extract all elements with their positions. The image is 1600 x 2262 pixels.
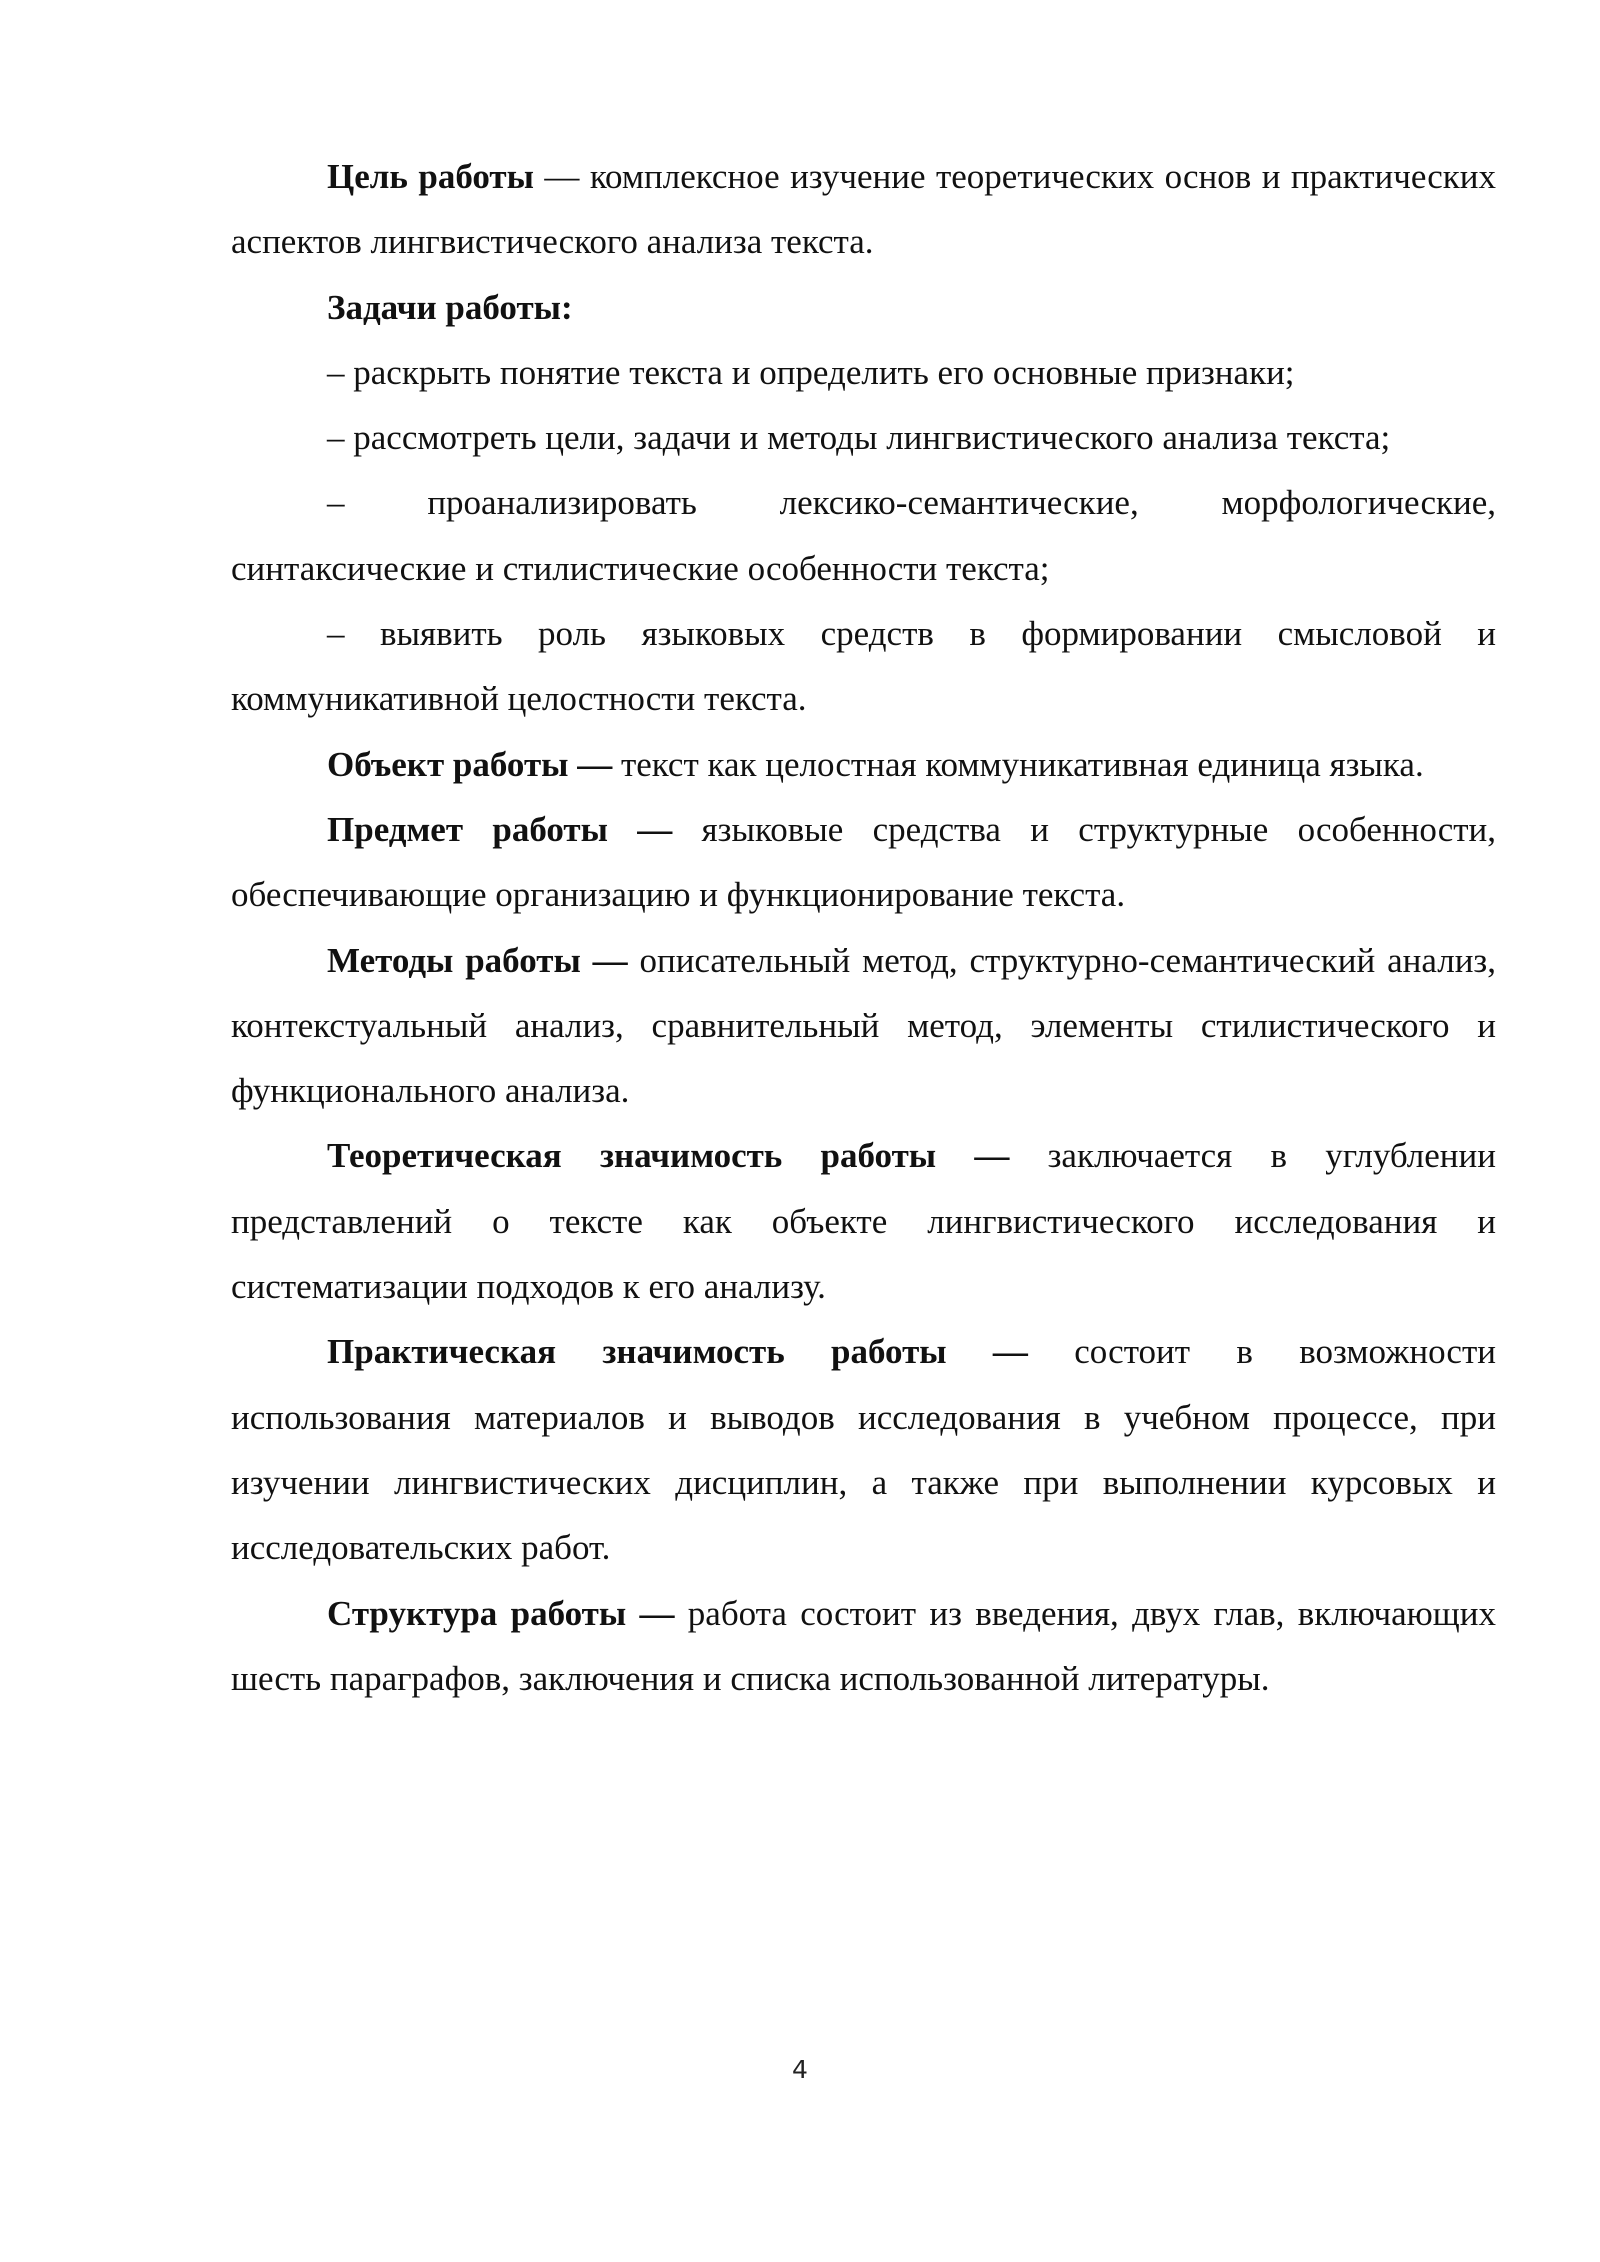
task-item-4 <box>231 601 1496 732</box>
theoretical-significance-text: заключается в углублении представлений о тексте как объекте лингвистического исследования и систематизации подходов к его анализу. <box>231 1136 1496 1307</box>
task-item-2 <box>231 405 1496 470</box>
theoretical-significance-paragraph <box>231 1123 1496 1319</box>
task-item-1 <box>231 340 1496 405</box>
subject-paragraph <box>231 797 1496 928</box>
practical-significance-paragraph <box>231 1319 1496 1580</box>
methods-heading: Методы работы — <box>327 940 628 980</box>
goal-text: — комплексное изучение теоретических основ и практических аспектов лингвистического анализа текста. <box>231 157 1496 262</box>
task-item-3-text: – проанализировать лексико-семантические, морфологические, синтаксические и стилистические особенности текста; <box>231 483 1496 588</box>
structure-heading: Структура работы — <box>327 1593 675 1633</box>
task-item-2-text: – рассмотреть цели, задачи и методы лингвистического анализа текста; <box>327 418 1391 458</box>
structure-paragraph <box>231 1581 1496 1712</box>
methods-paragraph <box>231 928 1496 1124</box>
tasks-heading: Задачи работы: <box>327 287 573 327</box>
task-item-4-text: – выявить роль языковых средств в формировании смысловой и коммуникативной целостности текста. <box>231 614 1496 719</box>
object-heading: Объект работы — <box>327 744 613 784</box>
theoretical-significance-heading: Теоретическая значимость работы — <box>327 1136 1010 1176</box>
document-body <box>231 144 1496 1711</box>
subject-text: языковые средства и структурные особенности, обеспечивающие организацию и функционирование текста. <box>231 809 1496 915</box>
page-number: 4 <box>792 2055 808 2084</box>
methods-text: описательный метод, структурно-семантический анализ, контекстуальный анализ, сравнительный метод, элементы стилистического и функционального анализа. <box>231 940 1496 1111</box>
tasks-paragraph <box>231 275 1496 340</box>
object-text: текст как целостная коммуникативная единица языка. <box>612 744 1424 784</box>
task-item-1-text: – раскрыть понятие текста и определить его основные признаки; <box>327 352 1295 392</box>
object-paragraph <box>231 732 1496 797</box>
subject-heading: Предмет работы — <box>327 809 673 849</box>
practical-significance-heading: Практическая значимость работы — <box>327 1332 1028 1372</box>
goal-heading: Цель работы <box>327 157 534 196</box>
task-item-3 <box>231 470 1496 601</box>
practical-significance-text: состоит в возможности использования материалов и выводов исследования в учебном процессе, при изучении лингвистических дисциплин, а также при выполнении курсовых и исследовательских работ. <box>231 1332 1496 1568</box>
goal-paragraph <box>231 144 1496 275</box>
structure-text: работа состоит из введения, двух глав, включающих шесть параграфов, заключения и списка использованной литературы. <box>231 1593 1496 1698</box>
